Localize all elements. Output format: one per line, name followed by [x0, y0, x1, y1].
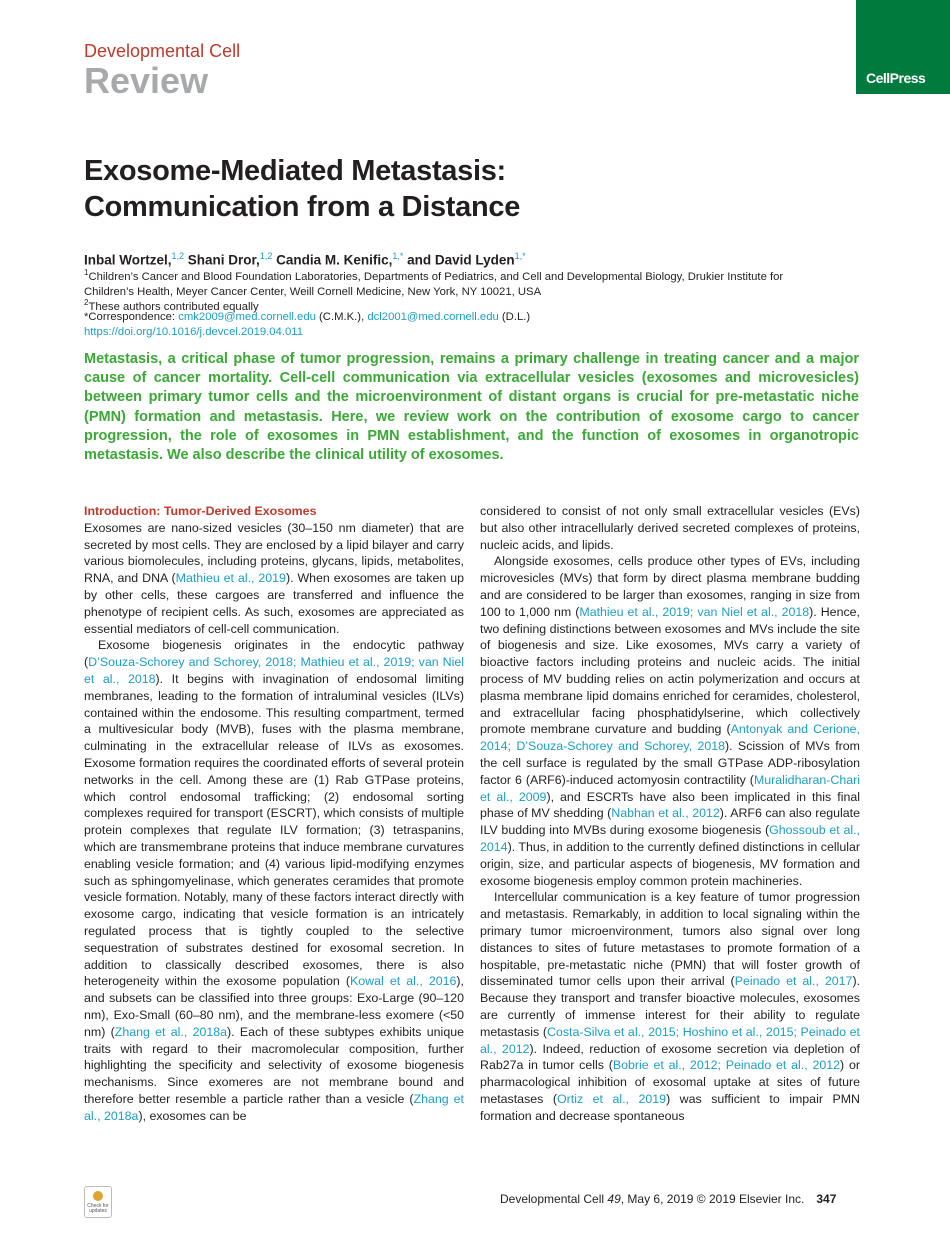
article-title — [84, 153, 520, 225]
text-run: ), and ESCRTs have also been implicated in this final phase of MV shedding ( — [480, 789, 860, 821]
paragraph — [84, 520, 464, 638]
email-link[interactable]: dcl2001@med.cornell.edu — [367, 311, 499, 323]
text-run: ), and subsets can be classified into three groups: Exo-Large (90–120 nm), Exo-Small (60–80 nm), and the membrane-less exomere (<50 nm) ( — [84, 974, 464, 1039]
title-line-1: Exosome-Mediated Metastasis: — [84, 155, 506, 187]
correspondence — [84, 310, 874, 325]
email-link[interactable]: cmk2009@med.cornell.edu — [178, 311, 316, 323]
footer-volume: 49 — [607, 1192, 621, 1206]
text-run: Alongside exosomes, cells produce other types of EVs, including microvesicles (MVs) that form by direct plasma membrane budding and are considered to be larger than exosomes, ranging in size from 100 to 1,000 nm ( — [480, 554, 860, 619]
citation-link[interactable]: Mathieu et al., 2019; van Niel et al., 2018 — [579, 604, 810, 619]
citation-link[interactable]: Mathieu et al., 2019 — [175, 571, 286, 586]
cellpress-label: CellPress — [866, 70, 926, 86]
citation-link[interactable]: Kowal et al., 2016 — [350, 974, 457, 989]
affil-sup: 2 — [84, 298, 89, 307]
text-run: ). Each of these subtypes exhibits unique traits with regard to their macromolecular composition, further highlighting the specificity and selectivity of exosome biogenesis mechanisms. Since exomeres are not membrane bound and therefore better resemble a particle rather than a vesicle ( — [84, 1024, 464, 1106]
citation-link[interactable]: Bobrie et al., 2012; Peinado et al., 2012 — [612, 1058, 841, 1073]
paragraph — [480, 889, 860, 1124]
article-type: Review — [84, 60, 209, 101]
citation-link[interactable]: Nabhan et al., 2012 — [611, 806, 720, 821]
citation-link[interactable]: Ghossoub et al., 2014 — [480, 823, 860, 854]
corr-tag: (D.L.) — [498, 311, 531, 323]
section-heading: Introduction: Tumor-Derived Exosomes — [84, 504, 317, 518]
affil-sup: 1 — [84, 268, 89, 277]
paragraph — [480, 553, 860, 889]
check-updates-icon — [93, 1191, 103, 1201]
text-run: ). Thus, in addition to the currently defined distinctions in cellular origin, size, and particular aspects of biogenesis, MV formation and exosome biogenesis employ common protein machineries. — [480, 839, 860, 888]
text-run: ) or pharmacological inhibition of exosomal uptake at sites of future metastases ( — [480, 1058, 860, 1106]
text-run: ). It begins with invagination of endosomal limiting membranes, leading to the formation of intraluminal vesicles (ILVs) contained within the endosome. This resulting compartment, termed a multivesicular body (MVB), fuses with the plasma membrane, culminating in the extracellular release of ILVs as exosomes. Exosome formation requires the coordinated efforts of several protein networks in the cell. Among these are (1) Rab GTPase proteins, which control endosomal trafficking; (2) endosomal sorting complexes required for transport (ESCRT), which consists of multiple protein complexes that regulate ILV formation; (3) tetraspanins, which are transmembrane proteins that induce membrane curvatures enabling vesicle formation; and (4) various lipid-modifying enzymes such as sphingomyelinase, which generates ceramides that promote vesicle formation. Notably, many of these factors interact directly with exosome cargo, indicating that vesicle formation is an intricately regulated process that is tightly coupled to the selective sequestration of substrates destined for exosomal secretion. In addition to classically described exosomes, there is also heterogeneity within the exosome population ( — [84, 671, 464, 989]
citation-link[interactable]: Zhang et al., 2018a — [84, 1091, 464, 1123]
text-run: ). Because they transport and transfer bioactive molecules, exosomes are currently of immense interest for their ability to regulate metastasis ( — [480, 974, 861, 1039]
doi-link[interactable]: https://doi.org/10.1016/j.devcel.2019.04.011 — [84, 326, 303, 338]
journal-name: Developmental Cell — [84, 41, 241, 61]
text-run: ). Scission of MVs from the cell surface is regulated by the small GTPase ADP-ribosylation factor 6 (ARF6)-induced actomyosin contractility ( — [480, 739, 860, 787]
abstract: Metastasis, a critical phase of tumor progression, remains a primary challenge in treating cancer and a major cause of cancer mortality. Cell-cell communication via extracellular vesicles (exosomes and microvesicles) between primary tumor cells and the microenvironment of distant organs is crucial for pre-metastatic niche (PMN) formation and metastasis. Here, we review work on the contribution of exosome cargo to cancer progression, the role of exosomes in PMN establishment, and the function of exosomes in organotropic metastasis. We also describe the clinical utility of exosomes. — [84, 351, 859, 464]
author-name: Inbal Wortzel, — [84, 252, 172, 268]
citation-link[interactable]: Antonyak and Cerione, 2014; D’Souza-Schorey and Schorey, 2018 — [480, 722, 860, 754]
paragraph — [84, 637, 464, 1124]
text-run: ) was sufficient to impair PMN formation and decrease spontaneous — [480, 1091, 860, 1123]
text-run: Exosomes are nano-sized vesicles (30–150 nm diameter) that are secreted by most cells. They are enclosed by a lipid bilayer and carry various biomolecules, including proteins, glycans, lipids, metabolites, RNA, and DNA ( — [84, 520, 464, 586]
author-affil-sup[interactable]: 1,2 — [171, 251, 185, 261]
right-column — [480, 503, 860, 1124]
author-affil-sup[interactable]: 1,2 — [259, 251, 273, 261]
text-run: ). Indeed, reduction of exosome secretion via depletion of Rab27a in tumor cells ( — [480, 1041, 860, 1073]
citation-link[interactable]: Peinado et al., 2017 — [734, 974, 853, 989]
citation-link[interactable]: Muralidharan-Chari et al., 2009 — [480, 772, 860, 804]
doi-line — [84, 325, 874, 340]
left-column — [84, 503, 464, 1124]
cellpress-logo[interactable] — [856, 0, 950, 94]
text-run: ). When exosomes are taken up by other cells, these cargoes are transferred and influence the phenotype of recipient cells. As such, exosomes are appreciated as essential mediators of cell-cell communication. — [84, 571, 464, 636]
page-footer — [500, 1192, 836, 1206]
author-affil-sup[interactable]: 1,* — [514, 251, 526, 261]
footer-journal: Developmental Cell — [500, 1192, 608, 1206]
footer-date: , May 6, 2019 © 2019 Elsevier Inc. — [620, 1192, 805, 1206]
affil-text: Children’s Health, Meyer Cancer Center, Weill Cornell Medicine, New York, NY 10021, USA — [84, 285, 542, 298]
text-run: ). ARF6 can also regulate ILV budding into MVBs during exosome biogenesis ( — [480, 806, 861, 838]
citation-link[interactable]: Zhang et al., 2018a — [114, 1024, 228, 1039]
text-run: ), exosomes can be — [138, 1108, 247, 1123]
paragraph: considered to consist of not only small extracellular vesicles (EVs) but also other intracellularly derived secreted complexes of proteins, nucleic acids, and lipids. — [480, 504, 860, 552]
citation-link[interactable]: Costa-Silva et al., 2015; Hoshino et al., 2015; Peinado et al., 2012 — [480, 1024, 860, 1056]
text-run: ). Hence, two defining distinctions between exosomes and MVs include the site of biogenesis and size. Like exosomes, MVs carry a variety of bioactive factors including proteins and nucleic acids. The initial process of MV budding relies on actin polymerization and occurs at plasma membrane lipid domains enriched for ceramides, cholesterol, and extracellular facing phosphatidylserine, which collectively promote membrane curvature and budding ( — [480, 604, 860, 737]
corr-tag: (C.M.K.), — [315, 311, 368, 323]
badge-label: Check for updates — [87, 1203, 109, 1214]
citation-link[interactable]: Ortiz et al., 2019 — [556, 1091, 667, 1106]
text-run: Exosome biogenesis originates in the endocytic pathway ( — [84, 638, 464, 670]
author-name: Shani Dror, — [184, 252, 260, 268]
author-name: and David Lyden — [403, 252, 515, 268]
citation-link[interactable]: D’Souza-Schorey and Schorey, 2018; Mathieu et al., 2019; van Niel et al., 2018 — [84, 655, 464, 686]
author-name: Candia M. Kenific, — [272, 252, 393, 268]
check-for-updates-badge[interactable] — [84, 1186, 112, 1218]
title-line-2: Communication from a Distance — [84, 191, 521, 223]
page-number: 347 — [816, 1192, 837, 1206]
affil-text: Children’s Cancer and Blood Foundation Laboratories, Departments of Pediatrics, and Cell and Developmental Biology, Drukier Institute for — [88, 270, 784, 283]
corr-prefix: *Correspondence: — [84, 311, 179, 323]
text-run: Intercellular communication is a key feature of tumor progression and metastasis. Remarkably, in addition to local signaling within the primary tumor microenvironment, tumors also signal over long distances to sites of future metastases to promote formation of a hospitable, pre-metastatic niche (PMN) that will foster growth of disseminated tumor cells upon their arrival ( — [480, 890, 860, 989]
affil-text: These authors contributed equally — [88, 300, 259, 313]
author-affil-sup[interactable]: 1,* — [392, 251, 404, 261]
